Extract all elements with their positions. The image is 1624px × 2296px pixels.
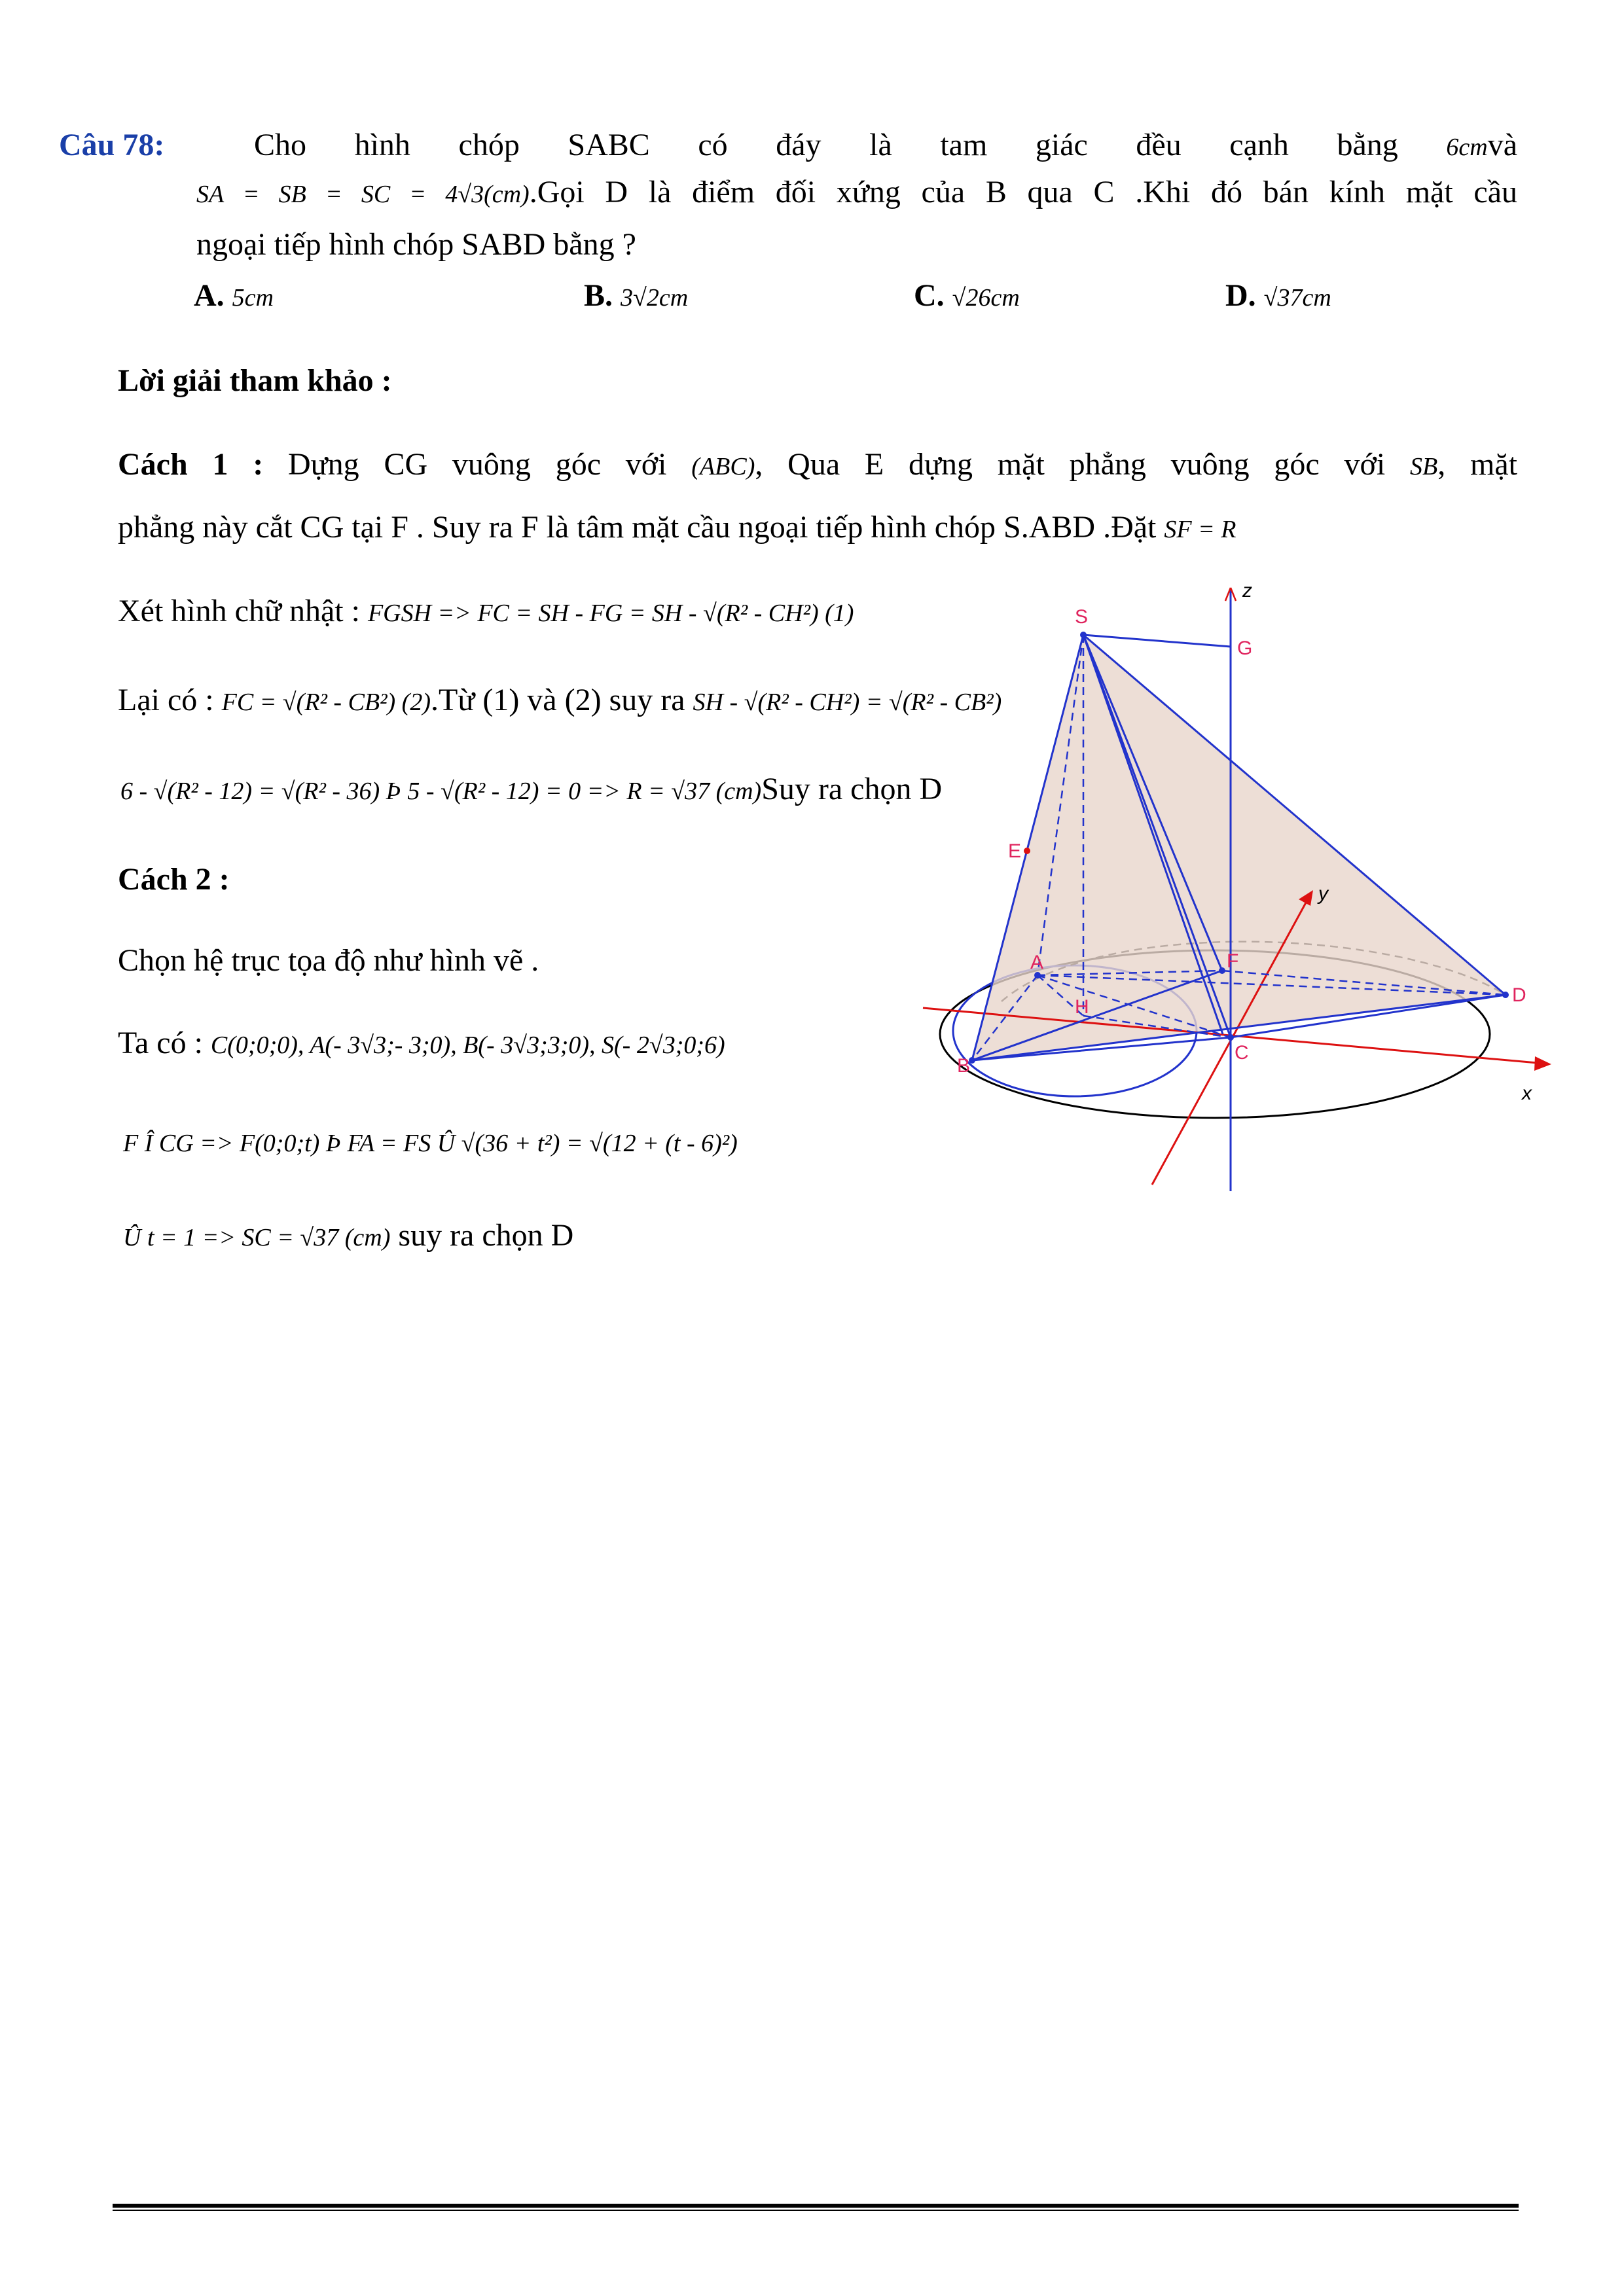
- solution-heading: Lời giải tham khảo :: [118, 363, 392, 398]
- question-text-2: .Gọi D là điểm đối xứng của B qua C .Khi đó bán kính mặt cầu: [529, 175, 1517, 209]
- label-b: B: [957, 1055, 971, 1077]
- option-c[interactable]: [914, 276, 1020, 317]
- method2-text-2: Ta có :: [118, 1026, 203, 1060]
- option-a-value: 5cm: [232, 284, 274, 312]
- method1-line-4: [118, 681, 1001, 722]
- option-b[interactable]: [584, 276, 688, 317]
- method1-text-a: Dựng CG vuông góc với: [288, 447, 667, 482]
- method1-line-1: [118, 445, 1517, 486]
- method1-line-3: [118, 592, 854, 633]
- option-d-letter: D.: [1225, 278, 1256, 313]
- option-a[interactable]: [194, 276, 274, 317]
- label-a: A: [1030, 952, 1044, 973]
- point-f: [1219, 967, 1225, 974]
- option-b-letter: B.: [584, 278, 613, 313]
- sb-math: SB: [1410, 453, 1438, 480]
- label-g: G: [1237, 637, 1253, 659]
- option-d[interactable]: [1225, 276, 1331, 317]
- question-text-end: và: [1487, 128, 1517, 162]
- method2-label: Cách 2 :: [118, 862, 230, 897]
- equation-2: FC = √(R² - CB²) (2): [221, 689, 431, 716]
- method2-line-4: [123, 1216, 573, 1257]
- pyramid-figure: [903, 576, 1571, 1191]
- question-line-2: [196, 173, 1517, 214]
- point-e: [1024, 848, 1030, 854]
- point-s: [1080, 632, 1087, 638]
- equation-solve-r: 6 - √(R² - 12) = √(R² - 36) Þ 5 - √(R² - 12) = 0 => R = √37 (cm): [120, 778, 762, 805]
- equation-1: FGSH => FC = SH - FG = SH - √(R² - CH²) (1): [367, 600, 854, 627]
- method2-line-1: Chọn hệ trục tọa độ như hình vẽ .: [118, 943, 539, 978]
- question-line-1: [254, 126, 1517, 167]
- label-d: D: [1512, 984, 1526, 1006]
- face-sbd: [972, 635, 1506, 1060]
- option-a-letter: A.: [194, 278, 225, 313]
- question-text: Cho hình chóp SABC có đáy là tam giác đều cạnh bằng: [254, 128, 1398, 162]
- method1-text-4b: .Từ (1) và (2) suy ra: [431, 683, 685, 717]
- method1-text-4: Lại có :: [118, 683, 214, 717]
- method2-line-2: [118, 1024, 725, 1065]
- option-d-value: √37cm: [1263, 284, 1331, 312]
- method1-conclusion: Suy ra chọn D: [761, 772, 943, 806]
- label-h: H: [1075, 996, 1089, 1018]
- footer-rule-thin: [113, 2210, 1519, 2211]
- option-b-value: 3√2cm: [621, 284, 689, 312]
- method1-label: Cách 1 :: [118, 447, 264, 482]
- point-c: [1227, 1034, 1234, 1041]
- question-line-3: ngoại tiếp hình chóp SABD bằng ?: [196, 227, 636, 262]
- equation-combined: SH - √(R² - CH²) = √(R² - CB²): [693, 689, 1002, 716]
- method1-line-2: [118, 508, 1236, 549]
- question-label: Câu 78:: [59, 128, 165, 162]
- label-s: S: [1075, 606, 1089, 628]
- label-z: z: [1242, 580, 1252, 601]
- method1-text-b: , Qua E dựng mặt phẳng vuông góc với: [755, 447, 1386, 482]
- option-c-letter: C.: [914, 278, 945, 313]
- plane-abc-math: (ABC): [691, 453, 755, 480]
- method2-line-3: [123, 1122, 738, 1163]
- sf-r-math: SF = R: [1164, 516, 1236, 543]
- label-y: y: [1318, 883, 1328, 905]
- method2-conclusion: suy ra chọn D: [398, 1218, 574, 1253]
- label-f: F: [1227, 950, 1239, 972]
- label-e: E: [1008, 840, 1022, 862]
- method1-text-c: , mặt: [1437, 447, 1517, 482]
- option-c-value: √26cm: [952, 284, 1020, 312]
- coordinates-math: C(0;0;0), A(- 3√3;- 3;0), B(- 3√3;3;0), S(- 2√3;0;6): [210, 1031, 725, 1059]
- x-axis-arrow: [1534, 1056, 1551, 1071]
- method1-text-2: phẳng này cắt CG tại F . Suy ra F là tâm mặt cầu ngoại tiếp hình chóp S.ABD .Đặt: [118, 510, 1157, 545]
- footer-rule: [113, 2204, 1519, 2208]
- edge-length-math: SA = SB = SC = 4√3(cm): [196, 181, 530, 208]
- label-c: C: [1235, 1042, 1249, 1064]
- method1-text-3: Xét hình chữ nhật :: [118, 594, 360, 628]
- side-length-math: 6cm: [1446, 134, 1488, 161]
- t-solution-math: Û t = 1 => SC = √37 (cm): [123, 1224, 391, 1251]
- label-x: x: [1522, 1083, 1532, 1104]
- edge-sg: [1083, 635, 1231, 647]
- center-equation: F Î CG => F(0;0;t) Þ FA = FS Û √(36 + t²) = √(12 + (t - 6)²): [123, 1130, 738, 1157]
- method1-line-5: [120, 770, 942, 811]
- point-d: [1502, 992, 1509, 998]
